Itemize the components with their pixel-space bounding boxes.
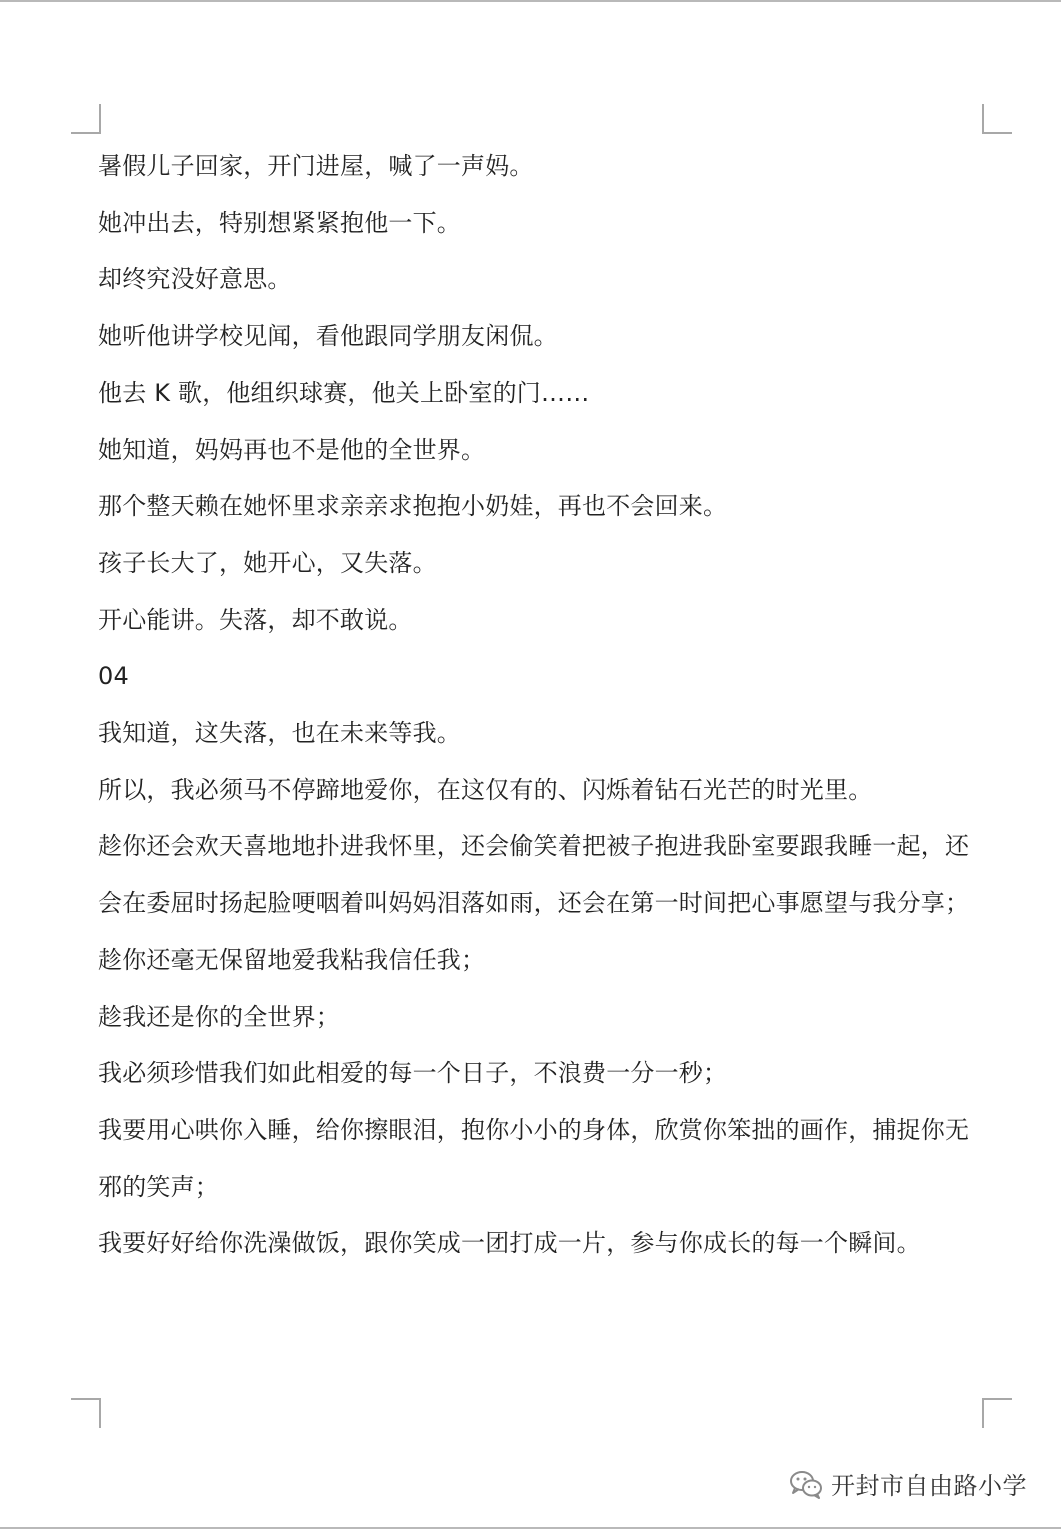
- paragraph: 趁你还会欢天喜地地扑进我怀里，还会偷笑着把被子抱进我卧室要跟我睡一起，还会在委屈时扬起脸哽咽着叫妈妈泪落如雨，还会在第一时间把心事愿望与我分享；: [98, 832, 970, 918]
- paragraph: 暑假儿子回家，开门进屋，喊了一声妈。: [98, 152, 534, 180]
- paragraph: 开心能讲。失落，却不敢说。: [98, 605, 413, 634]
- paragraph: 我必须珍惜我们如此相爱的每一个日子，不浪费一分一秒；: [98, 1059, 728, 1088]
- crop-mark-top-right: [982, 104, 1012, 134]
- paragraph: 我知道，这失落，也在未来等我。: [98, 719, 461, 748]
- crop-mark-bottom-right: [982, 1398, 1012, 1428]
- paragraph: 趁你还毫无保留地爱我粘我信任我；: [98, 945, 486, 974]
- page-border-bottom: [0, 1527, 1061, 1529]
- page-border-top: [0, 0, 1061, 2]
- paragraph: 她知道，妈妈再也不是他的全世界。: [98, 435, 486, 464]
- paragraph: 趁我还是你的全世界；: [98, 1002, 340, 1031]
- paragraph: 她冲出去，特别想紧紧抱他一下。: [98, 208, 461, 237]
- crop-mark-top-left: [71, 104, 101, 134]
- paragraph: 他去 K 歌，他组织球赛，他关上卧室的门……: [98, 378, 590, 407]
- wechat-icon: [789, 1469, 823, 1499]
- document-body: [98, 138, 990, 1272]
- paragraph: 却终究没好意思。: [98, 265, 292, 294]
- paragraph: 我要好好给你洗澡做饭，跟你笑成一团打成一片，参与你成长的每一个瞬间。: [98, 1229, 921, 1258]
- account-watermark: [789, 1466, 1027, 1501]
- paragraph: 我要用心哄你入睡，给你擦眼泪，抱你小小的身体，欣赏你笨拙的画作，捕捉你无邪的笑声；: [98, 1115, 970, 1201]
- paragraph: 所以，我必须马不停蹄地爱你，在这仅有的、闪烁着钻石光芒的时光里。: [98, 775, 873, 804]
- crop-mark-bottom-left: [71, 1398, 101, 1428]
- paragraph: 孩子长大了，她开心，又失落。: [98, 548, 437, 577]
- paragraph: 她听他讲学校见闻，看他跟同学朋友闲侃。: [98, 322, 558, 351]
- section-number: 04: [98, 662, 129, 691]
- account-name: 开封市自由路小学: [831, 1472, 1027, 1500]
- paragraph: 那个整天赖在她怀里求亲亲求抱抱小奶娃，再也不会回来。: [98, 492, 728, 521]
